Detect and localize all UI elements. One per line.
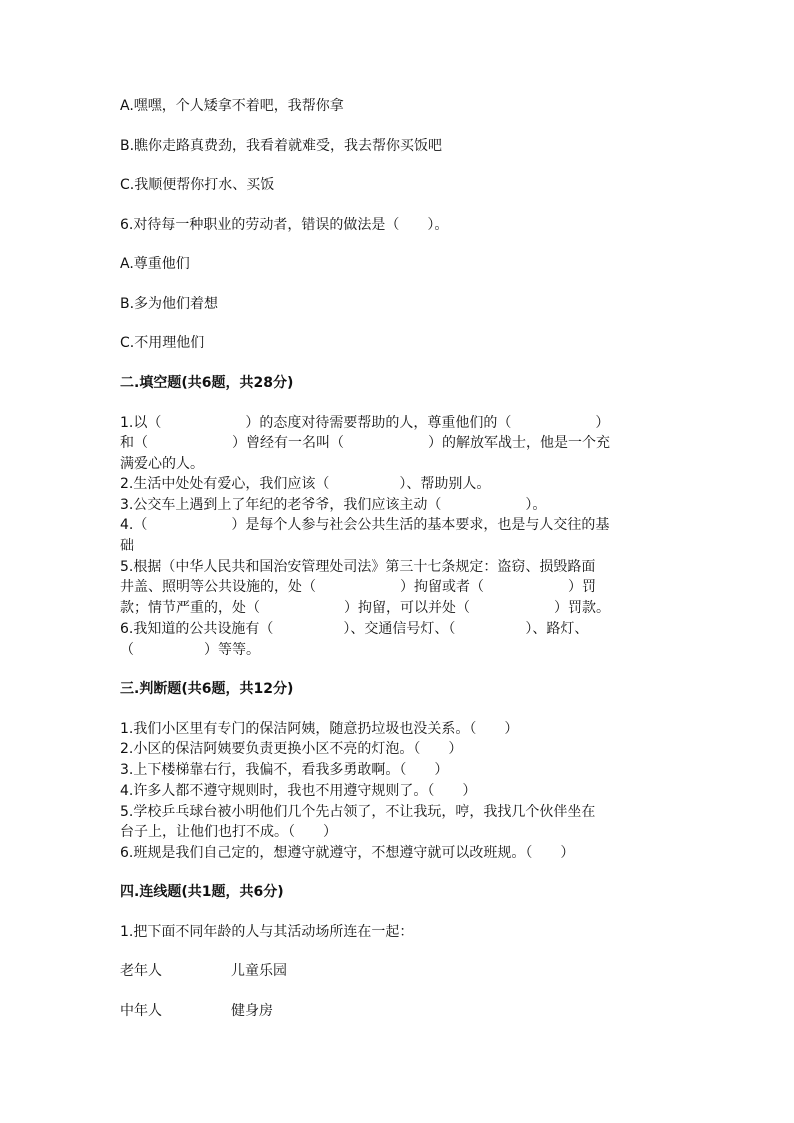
s3-line: 4.许多人都不遵守规则时，我也不用遵守规则了。（ ） [120,783,477,799]
match-place: 儿童乐园 [231,963,287,979]
q5-option-a: A.嘿嘿，个人矮拿不着吧，我帮你拿 [120,98,344,114]
section3-title: 三.判断题(共6题，共12分) [120,681,294,697]
q6-option-c: C.不用理他们 [120,335,205,351]
s2-line: 款；情节严重的，处（ ）拘留，可以并处（ ）罚款。 [120,600,610,616]
s2-line: 井盖、照明等公共设施的，处（ ）拘留或者（ ）罚 [120,579,596,595]
q6-option-b: B.多为他们着想 [120,296,219,312]
q6-stem: 6.对待每一种职业的劳动者，错误的做法是（ ）。 [120,217,449,233]
match-place: 健身房 [231,1003,273,1019]
match-person: 中年人 [120,1003,162,1019]
s2-line: 6.我知道的公共设施有（ ）、交通信号灯、（ ）、路灯、 [120,621,589,637]
s3-line: 6.班规是我们自己定的，想遵守就遵守，不想遵守就可以改班规。（ ） [120,845,575,861]
s2-line: （ ）等等。 [120,642,260,658]
s2-line: 和（ ）曾经有一名叫（ ）的解放军战士，他是一个充 [120,435,610,451]
match-person: 老年人 [120,963,162,979]
match-pair [120,961,287,981]
section2-title: 二.填空题(共6题，共28分) [120,375,294,391]
s3-line: 2.小区的保洁阿姨要负责更换小区不亮的灯泡。（ ） [120,741,463,757]
s2-line: 3.公交车上遇到上了年纪的老爷爷，我们应该主动（ ）。 [120,497,547,513]
s2-line: 1.以（ ）的态度对待需要帮助的人，尊重他们的（ ） [120,415,610,431]
s2-line: 2.生活中处处有爱心，我们应该（ ）、帮助别人。 [120,476,491,492]
q6-option-a: A.尊重他们 [120,256,190,272]
s3-line: 台子上，让他们也打不成。（ ） [120,824,337,840]
s3-line: 3.上下楼梯靠右行，我偏不，看我多勇敢啊。（ ） [120,762,449,778]
s3-line: 5.学校乒乓球台被小明他们几个先占领了，不让我玩，哼，我找几个伙伴坐在 [120,804,596,820]
section4-title: 四.连线题(共1题，共6分) [120,884,284,900]
q5-option-c: C.我顺便帮你打水、买饭 [120,177,275,193]
s2-line: 满爱心的人。 [120,456,204,472]
s2-line: 础 [120,538,134,554]
s2-line: 5.根据（中华人民共和国治安管理处司法》第三十七条规定：盗窃、损毁路面 [120,559,596,575]
s3-line: 1.我们小区里有专门的保洁阿姨，随意扔垃圾也没关系。（ ） [120,721,519,737]
s2-line: 4.（ ）是每个人参与社会公共生活的基本要求，也是与人交往的基 [120,517,610,533]
match-pair [120,1001,273,1021]
s4-stem: 1.把下面不同年龄的人与其活动场所连在一起： [120,924,414,940]
q5-option-b: B.瞧你走路真费劲，我看着就难受，我去帮你买饭吧 [120,138,443,154]
